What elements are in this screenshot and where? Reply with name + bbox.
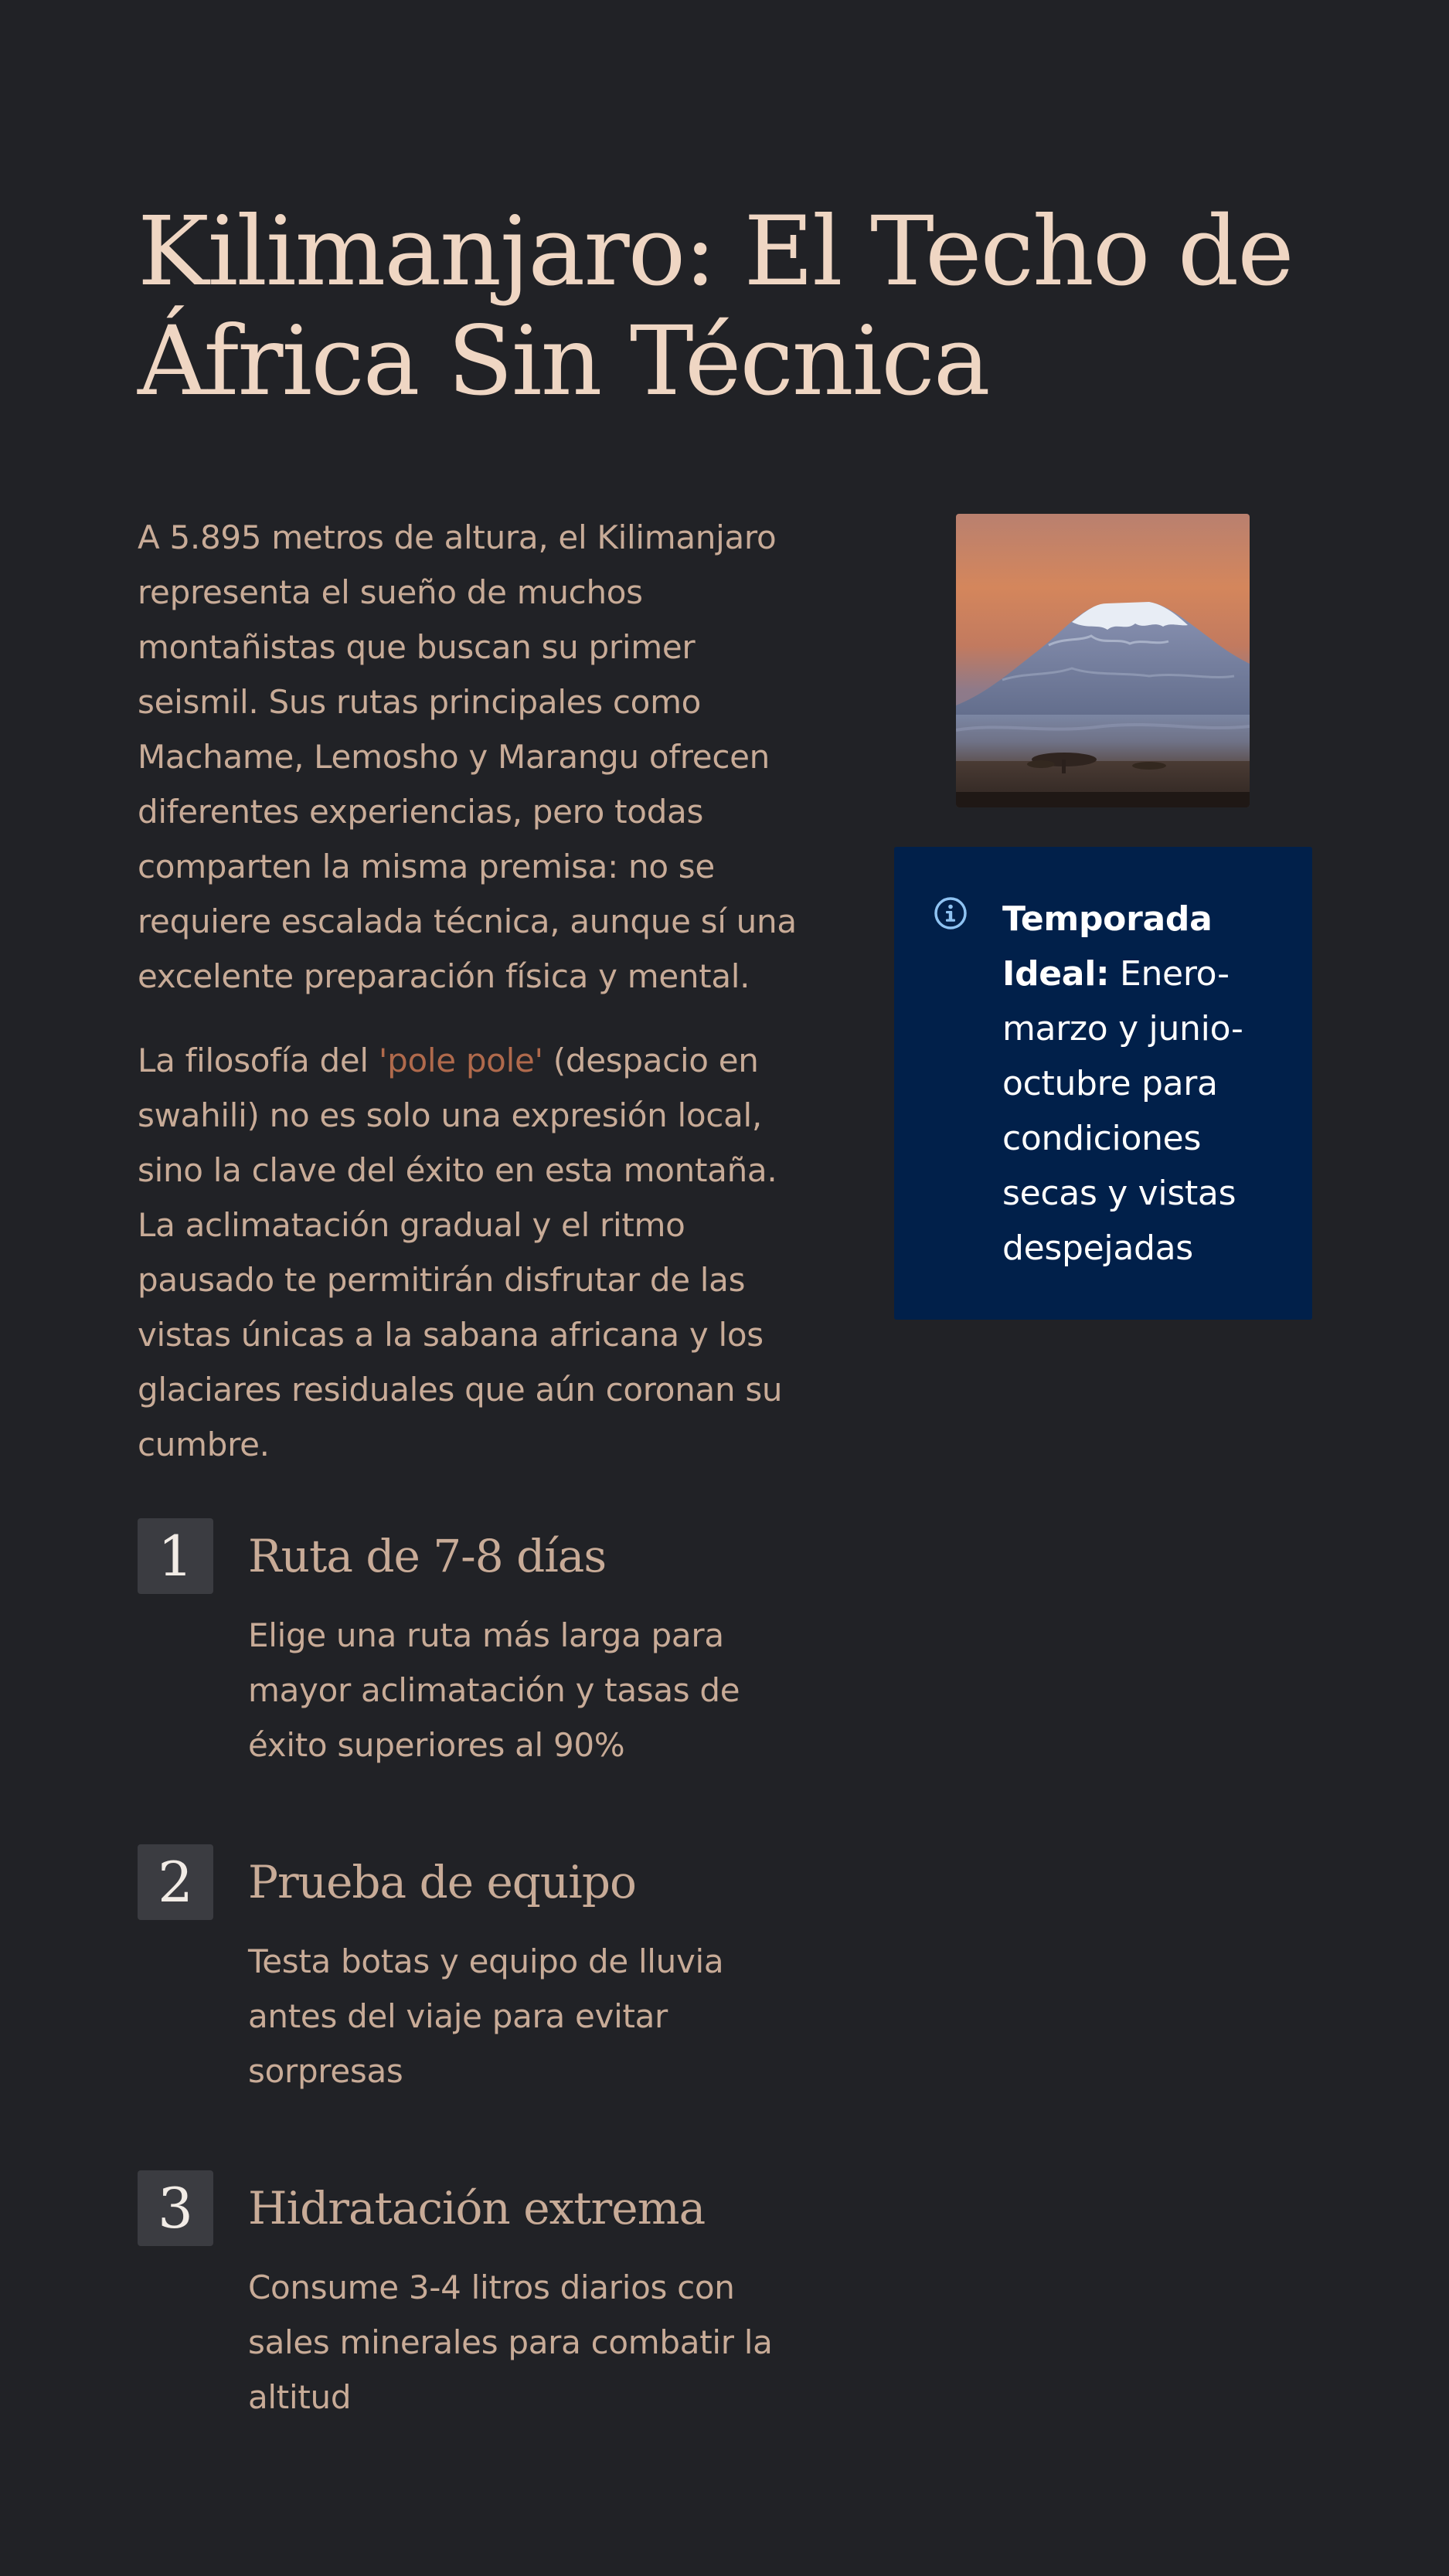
step-description: Testa botas y equipo de lluvia antes del viaje para evitar sorpresas [248,1942,724,2090]
kilimanjaro-photo [956,514,1250,807]
step-description: Consume 3-4 litros diarios con sales minerales para combatir la altitud [248,2268,773,2416]
step-number-badge: 2 [138,1844,213,1920]
page-title [138,197,1297,416]
info-icon [934,896,968,930]
philosophy-text-end: (despacio en swahili) no es solo una expresión local, sino la clave del éxito en esta montaña. La aclimatación gradual y el ritmo pausado te permitirán disfrutar de las vistas únicas a la sabana africana y los glaciares residuales que aún coronan su cumbre. [138,1042,783,1463]
season-callout-label: Temporada Ideal: [1002,899,1213,994]
step-title: Prueba de equipo [248,1856,636,1908]
step-title: Ruta de 7-8 días [248,1530,607,1582]
pole-pole-highlight: 'pole pole' [378,1042,543,1079]
philosophy-text-start: La filosofía del [138,1042,379,1079]
step-1 [138,1518,818,1772]
step-number-badge: 3 [138,2170,213,2246]
step-number-badge: 1 [138,1518,213,1594]
season-callout [894,847,1312,1320]
page-title-line-1: Kilimanjaro: El Techo de [138,196,1293,308]
mountain-illustration [956,514,1250,807]
step-2 [138,1844,818,2099]
season-callout-body: Enero-marzo y junio-octubre para condiciones secas y vistas despejadas [1002,954,1243,1268]
step-description: Elige una ruta más larga para mayor aclimatación y tasas de éxito superiores al 90% [248,1616,740,1764]
philosophy-paragraph [138,1033,818,1472]
article-body [138,510,818,2425]
season-callout-text [1002,892,1274,1276]
page-title-line-2: África Sin Técnica [138,306,989,417]
step-3 [138,2170,818,2425]
intro-paragraph: A 5.895 metros de altura, el Kilimanjaro representa el sueño de muchos montañistas que buscan su primer seismil. Sus rutas principales como Machame, Lemosho y Marangu ofrecen diferentes experiencias, pero todas comparten la misma premisa: no se requiere escalada técnica, aunque sí una excelente preparación física y mental. [138,518,797,995]
step-title: Hidratación extrema [248,2182,706,2234]
